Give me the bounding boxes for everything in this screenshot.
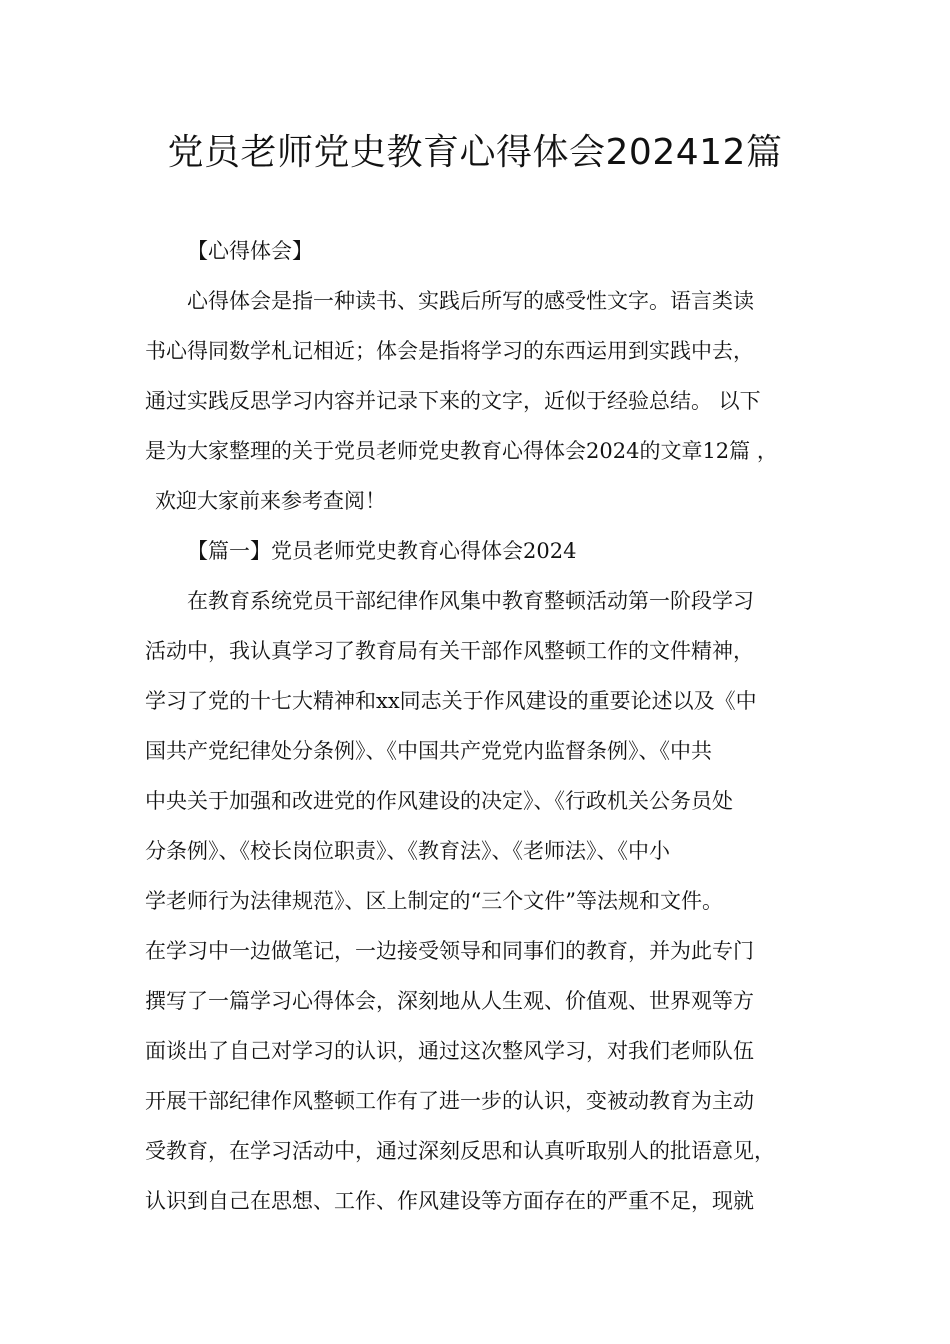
paragraph-line: 中央关于加强和改进党的作风建设的决定》、《行政机关公务员处 xyxy=(145,789,733,813)
paragraph-line: 活动中，我认真学习了教育局有关干部作风整顿工作的文件精神， xyxy=(145,639,754,663)
paragraph-line: 学老师行为法律规范》、区上制定的“三个文件”等法规和文件。 xyxy=(145,889,723,913)
paragraph-line: 开展干部纪律作风整顿工作有了进一步的认识，变被动教育为主动 xyxy=(145,1089,754,1113)
paragraph-line: 受教育，在学习活动中，通过深刻反思和认真听取别人的批语意见， xyxy=(145,1139,775,1163)
paragraph-line: 书心得同数学札记相近；体会是指将学习的东西运用到实践中去， xyxy=(145,339,754,363)
section-heading-pian-yi: 【篇一】党员老师党史教育心得体会2024 xyxy=(187,539,577,563)
section-heading-xinde: 【心得体会】 xyxy=(187,239,313,263)
paragraph-line: 分条例》、《校长岗位职责》、《教育法》、《老师法》、《中小 xyxy=(145,839,670,863)
paragraph-line: 在教育系统党员干部纪律作风集中教育整顿活动第一阶段学习 xyxy=(187,589,754,613)
paragraph-line: 通过实践反思学习内容并记录下来的文字，近似于经验总结。 以下 xyxy=(145,389,761,413)
paragraph-line: 心得体会是指一种读书、实践后所写的感受性文字。语言类读 xyxy=(187,289,754,313)
paragraph-line: 欢迎大家前来参考查阅！ xyxy=(155,489,386,513)
document-title: 党员老师党史教育心得体会202412篇 xyxy=(167,132,783,173)
paragraph-line: 认识到自己在思想、工作、作风建设等方面存在的严重不足，现就 xyxy=(145,1189,754,1213)
paragraph-line: 是为大家整理的关于党员老师党史教育心得体会2024的文章12篇 ， xyxy=(145,439,778,463)
paragraph-line: 国共产党纪律处分条例》、《中国共产党党内监督条例》、《中共 xyxy=(145,739,712,763)
paragraph-line: 在学习中一边做笔记，一边接受领导和同事们的教育，并为此专门 xyxy=(145,939,754,963)
document-body xyxy=(145,226,825,1226)
paragraph-line: 撰写了一篇学习心得体会，深刻地从人生观、价值观、世界观等方 xyxy=(145,989,754,1013)
paragraph-line: 面谈出了自己对学习的认识，通过这次整风学习，对我们老师队伍 xyxy=(145,1039,754,1063)
paragraph-line: 学习了党的十七大精神和xx同志关于作风建设的重要论述以及《中 xyxy=(145,689,757,713)
